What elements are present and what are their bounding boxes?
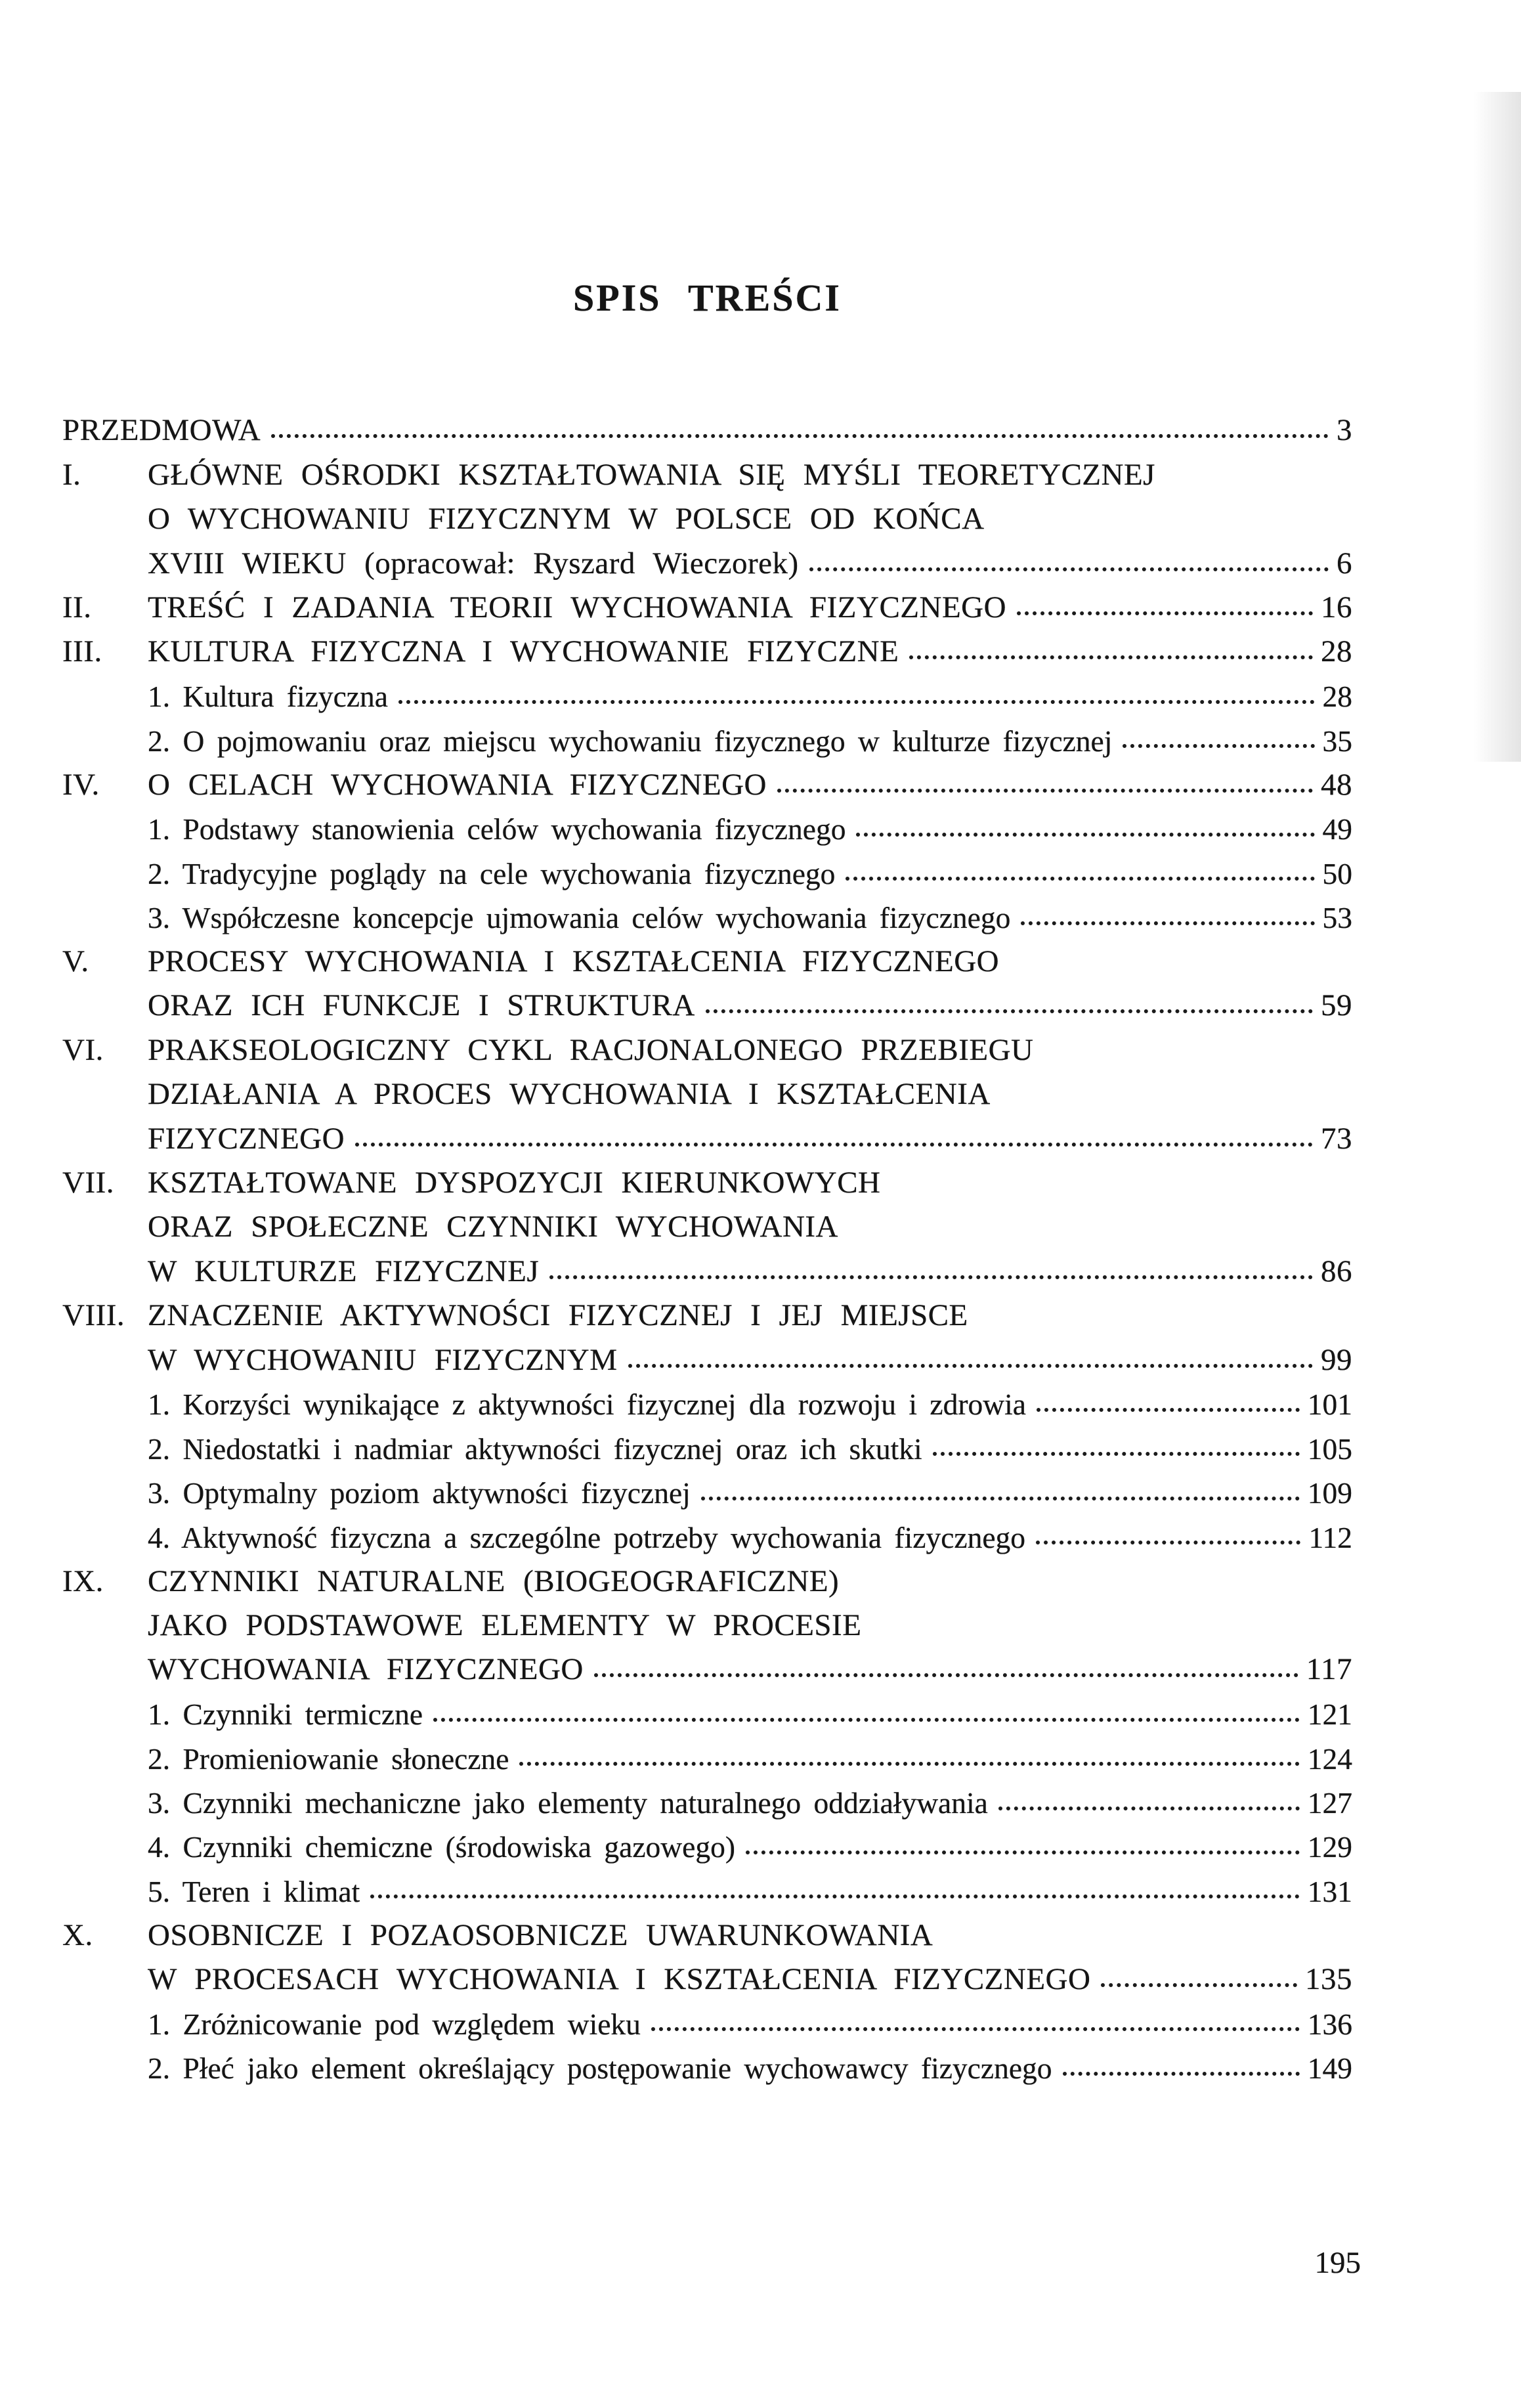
dot-leader xyxy=(1123,744,1314,748)
toc-entry xyxy=(62,1552,1352,1685)
entry-line xyxy=(148,1862,1352,1906)
dot-leader xyxy=(594,1673,1298,1677)
entry-marker: I. xyxy=(62,457,81,492)
dot-leader xyxy=(809,567,1329,571)
dot-leader xyxy=(628,1364,1313,1368)
entry-line xyxy=(148,888,1352,935)
entry-text: DZIAŁANIA A PROCES WYCHOWANIA I KSZTAŁCENIA xyxy=(148,1077,991,1112)
entry-page-number: 35 xyxy=(1322,724,1352,758)
toc-entry xyxy=(62,1862,1352,1906)
entry-text: FIZYCZNEGO xyxy=(148,1121,345,1156)
entry-lines xyxy=(148,446,1352,579)
entry-text: W PROCESACH WYCHOWANIA I KSZTAŁCENIA FIZYCZNEGO xyxy=(148,1962,1091,1997)
entry-line xyxy=(148,1021,1352,1065)
dot-leader xyxy=(1036,1541,1300,1544)
toc-entry xyxy=(62,1730,1352,1774)
toc-entry xyxy=(62,756,1352,800)
entry-text: 2. O pojmowaniu oraz miejscu wychowaniu fizycznego w kulturze fizycznej xyxy=(148,724,1113,758)
toc-entry xyxy=(62,800,1352,844)
entry-lines xyxy=(148,623,1352,667)
entry-text: 1. Podstawy stanowienia celów wychowania fizycznego xyxy=(148,812,846,846)
dot-leader xyxy=(701,1497,1300,1500)
dot-leader xyxy=(1037,1408,1300,1412)
entry-page-number: 117 xyxy=(1306,1652,1352,1687)
dot-leader xyxy=(398,700,1315,704)
entry-line xyxy=(148,491,1352,535)
dot-leader xyxy=(370,1894,1300,1898)
entry-text: 1. Korzyści wynikające z aktywności fizycznej dla rozwoju i zdrowia xyxy=(148,1388,1026,1422)
entry-page-number: 121 xyxy=(1307,1697,1352,1732)
entry-page-number: 6 xyxy=(1337,546,1352,580)
entry-lines xyxy=(148,712,1352,756)
entry-line xyxy=(148,1154,1352,1198)
entry-text: GŁÓWNE OŚRODKI KSZTAŁTOWANIA SIĘ MYŚLI TEORETYCZNEJ xyxy=(148,457,1155,492)
entry-line xyxy=(148,1774,1352,1818)
entry-line xyxy=(148,1508,1352,1552)
entry-marker: II. xyxy=(62,590,92,624)
entry-lines xyxy=(148,756,1352,800)
toc-entry xyxy=(62,2039,1352,2086)
entry-page-number: 129 xyxy=(1307,1830,1352,1864)
entry-line xyxy=(148,1685,1352,1732)
dot-leader xyxy=(933,1452,1300,1456)
entry-line xyxy=(148,977,1352,1021)
entry-line xyxy=(148,1198,1352,1242)
toc-entry xyxy=(62,1818,1352,1862)
dot-leader xyxy=(998,1806,1300,1810)
toc-entry xyxy=(62,402,1352,446)
toc-entry xyxy=(62,667,1352,714)
entry-lines xyxy=(148,1818,1352,1862)
entry-text: KULTURA FIZYCZNA I WYCHOWANIE FIZYCZNE xyxy=(148,634,899,669)
dot-leader xyxy=(1101,1983,1297,1987)
dot-leader xyxy=(856,833,1314,837)
entry-lines xyxy=(148,1995,1352,2039)
entry-text: 4. Aktywność fizyczna a szczególne potrzeby wychowania fizycznego xyxy=(148,1520,1026,1554)
entry-marker: VIII. xyxy=(62,1298,125,1333)
entry-line xyxy=(148,1110,1352,1154)
entry-line xyxy=(148,1331,1352,1375)
entry-text: JAKO PODSTAWOWE ELEMENTY W PROCESIE xyxy=(148,1608,862,1642)
entry-line xyxy=(148,1951,1352,1995)
entry-page-number: 16 xyxy=(1321,590,1352,624)
entry-marker: VI. xyxy=(62,1032,104,1067)
entry-text: PRZEDMOWA xyxy=(62,413,261,448)
entry-page-number: 149 xyxy=(1307,2051,1352,2086)
entry-lines xyxy=(148,1287,1352,1376)
scan-edge-shading xyxy=(1474,92,1521,762)
entry-lines xyxy=(148,2039,1352,2086)
dot-leader xyxy=(519,1762,1299,1766)
entry-page-number: 59 xyxy=(1321,988,1352,1023)
entry-text: XVIII WIEKU (opracował: Ryszard Wieczorek) xyxy=(148,546,799,580)
entry-lines xyxy=(148,1021,1352,1154)
dot-leader xyxy=(777,789,1313,793)
entry-line xyxy=(148,535,1352,579)
entry-marker: X. xyxy=(62,1917,93,1952)
entry-lines xyxy=(148,667,1352,714)
toc-entry xyxy=(62,579,1352,623)
entry-lines xyxy=(148,1774,1352,1818)
entry-page-number: 49 xyxy=(1322,812,1352,846)
entry-page-number: 124 xyxy=(1307,1741,1352,1776)
entry-line xyxy=(148,1287,1352,1331)
entry-page-number: 99 xyxy=(1321,1342,1352,1377)
entry-text: 3. Współczesne koncepcje ujmowania celów wychowania fizycznego xyxy=(148,901,1011,935)
entry-page-number: 135 xyxy=(1305,1962,1352,1997)
dot-leader xyxy=(909,655,1313,659)
entry-lines xyxy=(148,888,1352,935)
entry-page-number: 127 xyxy=(1307,1786,1352,1820)
entry-lines xyxy=(148,844,1352,888)
toc-entry xyxy=(62,623,1352,667)
entry-lines xyxy=(148,1464,1352,1508)
toc-entry xyxy=(62,1906,1352,1995)
page-number: 195 xyxy=(1314,2246,1361,2280)
entry-lines xyxy=(148,1685,1352,1732)
entry-line xyxy=(148,667,1352,714)
entry-line xyxy=(148,1730,1352,1774)
entry-marker: III. xyxy=(62,634,102,669)
dot-leader xyxy=(1017,611,1313,615)
entry-lines xyxy=(62,402,1352,446)
entry-line xyxy=(148,1420,1352,1464)
entry-line xyxy=(148,446,1352,490)
entry-lines xyxy=(148,933,1352,1022)
entry-line xyxy=(148,756,1352,800)
entry-lines xyxy=(148,579,1352,623)
entry-text: 4. Czynniki chemiczne (środowiska gazowego) xyxy=(148,1830,735,1864)
entry-text: ORAZ SPOŁECZNE CZYNNIKI WYCHOWANIA xyxy=(148,1210,838,1244)
entry-line xyxy=(148,844,1352,888)
entry-text: PRAKSEOLOGICZNY CYKL RACJONALONEGO PRZEBIEGU xyxy=(148,1032,1034,1067)
entry-line xyxy=(148,1906,1352,1950)
entry-text: TREŚĆ I ZADANIA TEORII WYCHOWANIA FIZYCZNEGO xyxy=(148,590,1007,624)
entry-marker: V. xyxy=(62,944,89,979)
toc-entry xyxy=(62,1420,1352,1464)
entry-text: 2. Płeć jako element określający postępowanie wychowawcy fizycznego xyxy=(148,2051,1052,2086)
entry-line xyxy=(148,1995,1352,2039)
entry-text: OSOBNICZE I POZAOSOBNICZE UWARUNKOWANIA xyxy=(148,1917,933,1952)
entry-lines xyxy=(148,1154,1352,1287)
toc-entry xyxy=(62,1508,1352,1552)
entry-page-number: 101 xyxy=(1307,1388,1352,1422)
entry-page-number: 131 xyxy=(1307,1874,1352,1908)
entry-text: ORAZ ICH FUNKCJE I STRUKTURA xyxy=(148,988,695,1023)
toc-entry xyxy=(62,1376,1352,1420)
page-title: SPIS TREŚCI xyxy=(573,276,842,319)
entry-lines xyxy=(148,800,1352,844)
toc-entry xyxy=(62,1774,1352,1818)
entry-page-number: 86 xyxy=(1321,1254,1352,1288)
entry-line xyxy=(148,1066,1352,1110)
entry-text: PROCESY WYCHOWANIA I KSZTAŁCENIA FIZYCZNEGO xyxy=(148,944,1000,979)
entry-line xyxy=(148,1818,1352,1862)
entry-text: CZYNNIKI NATURALNE (BIOGEOGRAFICZNE) xyxy=(148,1564,840,1598)
entry-lines xyxy=(148,1730,1352,1774)
entry-line xyxy=(148,933,1352,977)
entry-text: 1. Kultura fizyczna xyxy=(148,680,388,714)
entry-line xyxy=(148,579,1352,623)
dot-leader xyxy=(846,877,1314,881)
toc-entry xyxy=(62,1287,1352,1376)
entry-lines xyxy=(148,1508,1352,1552)
entry-text: O CELACH WYCHOWANIA FIZYCZNEGO xyxy=(148,767,767,802)
entry-text: KSZTAŁTOWANE DYSPOZYCJI KIERUNKOWYCH xyxy=(148,1166,881,1200)
toc-entry xyxy=(62,1021,1352,1154)
entry-line xyxy=(62,402,1352,446)
entry-page-number: 109 xyxy=(1307,1476,1352,1510)
entry-line xyxy=(148,1641,1352,1685)
entry-line xyxy=(148,712,1352,756)
toc-entry xyxy=(62,1464,1352,1508)
entry-line xyxy=(148,623,1352,667)
dot-leader xyxy=(746,1850,1300,1854)
entry-line xyxy=(148,1597,1352,1641)
entry-line xyxy=(148,1464,1352,1508)
toc-entry xyxy=(62,446,1352,579)
toc-entry xyxy=(62,888,1352,935)
entry-line xyxy=(148,800,1352,844)
entry-text: 5. Teren i klimat xyxy=(148,1874,360,1908)
entry-page-number: 28 xyxy=(1321,634,1352,669)
toc-entry xyxy=(62,1154,1352,1287)
entry-text: 2. Tradycyjne poglądy na cele wychowania fizycznego xyxy=(148,856,836,890)
entry-text: WYCHOWANIA FIZYCZNEGO xyxy=(148,1652,584,1687)
entry-text: W KULTURZE FIZYCZNEJ xyxy=(148,1254,540,1288)
entry-lines xyxy=(148,1552,1352,1685)
entry-lines xyxy=(148,1906,1352,1995)
toc-entry xyxy=(62,1685,1352,1732)
entry-marker: VII. xyxy=(62,1166,114,1200)
entry-page-number: 73 xyxy=(1321,1121,1352,1156)
entry-text: 2. Niedostatki i nadmiar aktywności fizycznej oraz ich skutki xyxy=(148,1432,922,1466)
toc-entry xyxy=(62,844,1352,888)
entry-page-number: 136 xyxy=(1307,2007,1352,2041)
entry-marker: IX. xyxy=(62,1564,104,1598)
dot-leader xyxy=(355,1143,1313,1147)
dot-leader xyxy=(1021,921,1314,925)
entry-page-number: 112 xyxy=(1308,1520,1352,1554)
toc-entry xyxy=(62,933,1352,1022)
entry-page-number: 28 xyxy=(1322,680,1352,714)
entry-line xyxy=(148,1242,1352,1286)
dot-leader xyxy=(1063,2072,1300,2076)
entry-text: 1. Zróżnicowanie pod względem wieku xyxy=(148,2007,641,2041)
entry-text: 2. Promieniowanie słoneczne xyxy=(148,1741,509,1776)
entry-page-number: 53 xyxy=(1322,901,1352,935)
dot-leader xyxy=(549,1275,1313,1279)
entry-text: 3. Czynniki mechaniczne jako elementy naturalnego oddziaływania xyxy=(148,1786,988,1820)
entry-lines xyxy=(148,1862,1352,1906)
toc-list xyxy=(62,402,1352,2084)
entry-text: 1. Czynniki termiczne xyxy=(148,1697,423,1732)
entry-lines xyxy=(148,1420,1352,1464)
entry-text: ZNACZENIE AKTYWNOŚCI FIZYCZNEJ I JEJ MIEJSCE xyxy=(148,1298,968,1333)
dot-leader xyxy=(706,1009,1313,1013)
entry-text: 3. Optymalny poziom aktywności fizycznej xyxy=(148,1476,691,1510)
entry-line xyxy=(148,1552,1352,1596)
dot-leader xyxy=(433,1718,1300,1722)
entry-page-number: 48 xyxy=(1321,767,1352,802)
toc-entry xyxy=(62,1995,1352,2039)
entry-lines xyxy=(148,1376,1352,1420)
entry-line xyxy=(148,2039,1352,2086)
entry-page-number: 50 xyxy=(1322,856,1352,890)
dot-leader xyxy=(651,2027,1300,2031)
entry-page-number: 3 xyxy=(1337,413,1352,448)
entry-page-number: 105 xyxy=(1307,1432,1352,1466)
entry-text: W WYCHOWANIU FIZYCZNYM xyxy=(148,1342,618,1377)
entry-line xyxy=(148,1376,1352,1420)
toc-entry xyxy=(62,712,1352,756)
entry-marker: IV. xyxy=(62,767,100,802)
entry-text: O WYCHOWANIU FIZYCZNYM W POLSCE OD KOŃCA xyxy=(148,502,985,536)
dot-leader xyxy=(271,434,1329,438)
